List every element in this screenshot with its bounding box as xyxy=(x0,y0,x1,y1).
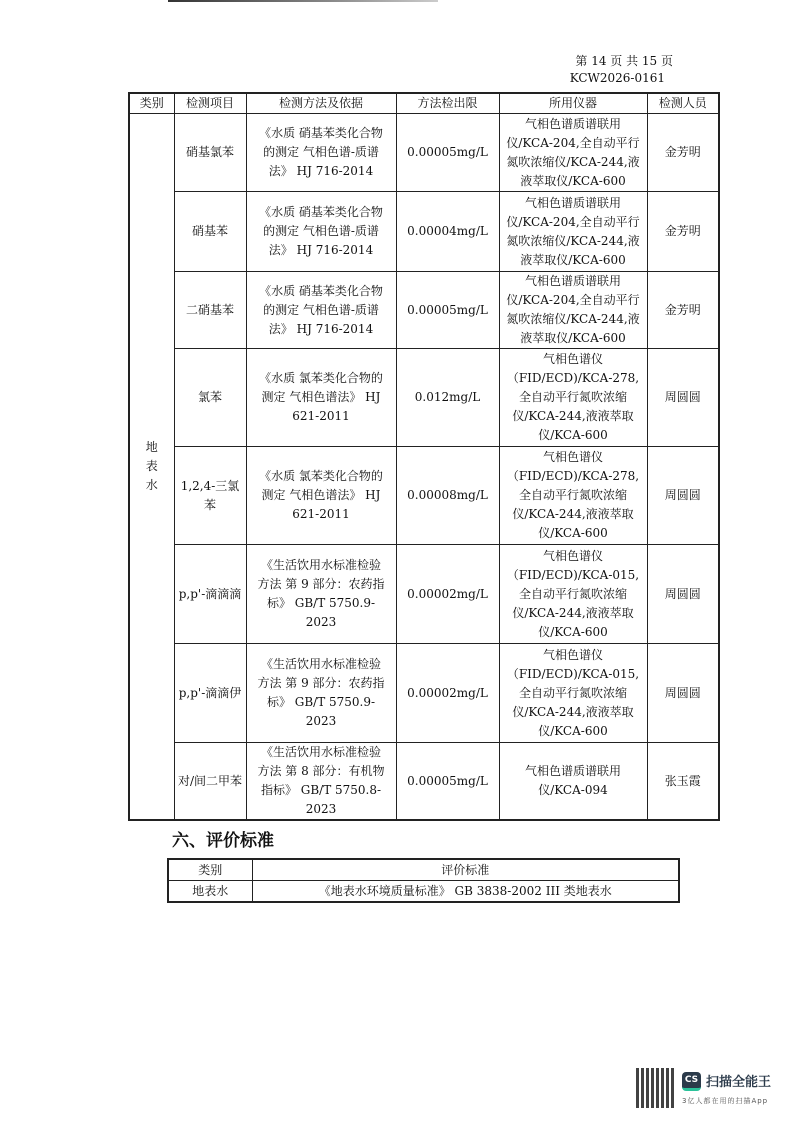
top-rule xyxy=(168,0,438,2)
column-header: 类别 xyxy=(168,859,252,881)
camscanner-logo: CS xyxy=(682,1072,701,1091)
item-cell: 氯苯 xyxy=(174,349,246,447)
column-header: 类别 xyxy=(129,93,174,114)
column-header: 方法检出限 xyxy=(396,93,499,114)
method-cell: 《水质 氯苯类化合物的测定 气相色谱法》 HJ 621-2011 xyxy=(246,447,396,545)
qr-code-icon xyxy=(636,1068,676,1108)
limit-cell: 0.00005mg/L xyxy=(396,114,499,192)
evaluation-standard-table xyxy=(167,858,680,903)
limit-cell: 0.00005mg/L xyxy=(396,272,499,349)
item-cell: 1,2,4-三氯苯 xyxy=(174,447,246,545)
staff-cell: 张玉霞 xyxy=(647,743,719,821)
table-row xyxy=(168,881,679,903)
table-row xyxy=(129,114,719,192)
method-cell: 《生活饮用水标准检验方法 第 9 部分：农药指标》 GB/T 5750.9-2023 xyxy=(246,644,396,743)
staff-cell: 金芳明 xyxy=(647,114,719,192)
staff-cell: 周圆圆 xyxy=(647,349,719,447)
instrument-cell: 气相色谱质谱联用仪/KCA-204,全自动平行氮吹浓缩仪/KCA-244,液液萃取仪/KCA-600 xyxy=(499,192,647,272)
instrument-cell: 气相色谱仪（FID/ECD)/KCA-278,全自动平行氮吹浓缩仪/KCA-244,液液萃取仪/KCA-600 xyxy=(499,447,647,545)
instrument-cell: 气相色谱质谱联用仪/KCA-094 xyxy=(499,743,647,821)
category-cell: 地表水 xyxy=(168,881,252,903)
section-title: 六、评价标准 xyxy=(172,831,274,851)
standard-cell: 《地表水环境质量标准》 GB 3838-2002 III 类地表水 xyxy=(252,881,679,903)
report-number: KCW2026-0161 xyxy=(569,71,665,85)
page-info: 第 14 页 共 15 页 xyxy=(575,54,673,68)
limit-cell: 0.00002mg/L xyxy=(396,644,499,743)
item-cell: p,p'-滴滴滴 xyxy=(174,545,246,644)
limit-cell: 0.00008mg/L xyxy=(396,447,499,545)
item-cell: 二硝基苯 xyxy=(174,272,246,349)
column-header: 检测项目 xyxy=(174,93,246,114)
staff-cell: 金芳明 xyxy=(647,272,719,349)
method-cell: 《生活饮用水标准检验方法 第 9 部分：农药指标》 GB/T 5750.9-2023 xyxy=(246,545,396,644)
item-cell: 硝基苯 xyxy=(174,192,246,272)
column-header: 检测人员 xyxy=(647,93,719,114)
staff-cell: 金芳明 xyxy=(647,192,719,272)
item-cell: 对/间二甲苯 xyxy=(174,743,246,821)
method-cell: 《水质 硝基苯类化合物的测定 气相色谱-质谱法》 HJ 716-2014 xyxy=(246,272,396,349)
watermark-name: 扫描全能王 xyxy=(706,1075,772,1090)
instrument-cell: 气相色谱仪（FID/ECD)/KCA-278,全自动平行氮吹浓缩仪/KCA-244,液液萃取仪/KCA-600 xyxy=(499,349,647,447)
limit-cell: 0.012mg/L xyxy=(396,349,499,447)
method-cell: 《水质 硝基苯类化合物的测定 气相色谱-质谱法》 HJ 716-2014 xyxy=(246,114,396,192)
limit-cell: 0.00004mg/L xyxy=(396,192,499,272)
instrument-cell: 气相色谱仪（FID/ECD)/KCA-015,全自动平行氮吹浓缩仪/KCA-244,液液萃取仪/KCA-600 xyxy=(499,644,647,743)
table-row xyxy=(129,349,719,447)
staff-cell: 周圆圆 xyxy=(647,545,719,644)
test-methods-table xyxy=(128,92,720,821)
staff-cell: 周圆圆 xyxy=(647,447,719,545)
column-header: 所用仪器 xyxy=(499,93,647,114)
instrument-cell: 气相色谱质谱联用仪/KCA-204,全自动平行氮吹浓缩仪/KCA-244,液液萃取仪/KCA-600 xyxy=(499,114,647,192)
table-row xyxy=(129,447,719,545)
item-cell: p,p'-滴滴伊 xyxy=(174,644,246,743)
table-row xyxy=(129,743,719,821)
table-row xyxy=(129,192,719,272)
table-row xyxy=(129,272,719,349)
method-cell: 《生活饮用水标准检验方法 第 8 部分：有机物指标》 GB/T 5750.8-2023 xyxy=(246,743,396,821)
table-header-row xyxy=(168,859,679,881)
instrument-cell: 气相色谱仪（FID/ECD)/KCA-015,全自动平行氮吹浓缩仪/KCA-244,液液萃取仪/KCA-600 xyxy=(499,545,647,644)
item-cell: 硝基氯苯 xyxy=(174,114,246,192)
method-cell: 《水质 硝基苯类化合物的测定 气相色谱-质谱法》 HJ 716-2014 xyxy=(246,192,396,272)
method-cell: 《水质 氯苯类化合物的测定 气相色谱法》 HJ 621-2011 xyxy=(246,349,396,447)
table-row xyxy=(129,644,719,743)
limit-cell: 0.00002mg/L xyxy=(396,545,499,644)
limit-cell: 0.00005mg/L xyxy=(396,743,499,821)
category-cell: 地表水 xyxy=(129,114,174,821)
table-row xyxy=(129,545,719,644)
watermark-slogan: 3亿人都在用的扫描App xyxy=(682,1097,769,1105)
instrument-cell: 气相色谱质谱联用仪/KCA-204,全自动平行氮吹浓缩仪/KCA-244,液液萃取仪/KCA-600 xyxy=(499,272,647,349)
table-header-row xyxy=(129,93,719,114)
staff-cell: 周圆圆 xyxy=(647,644,719,743)
column-header: 检测方法及依据 xyxy=(246,93,396,114)
column-header: 评价标准 xyxy=(252,859,679,881)
